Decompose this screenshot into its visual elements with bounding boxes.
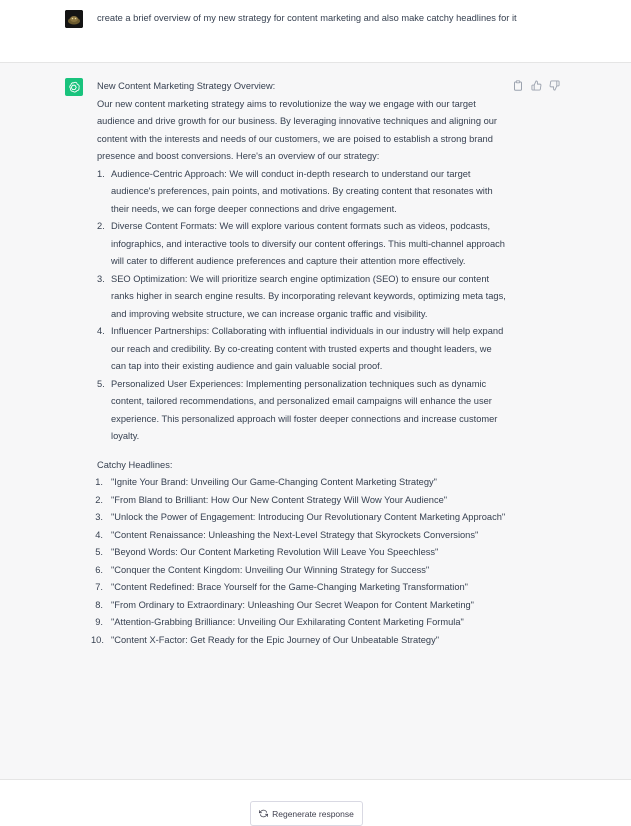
list-number: 6. [95, 564, 103, 575]
headlines-list [91, 474, 509, 649]
list-item [97, 376, 509, 446]
headline-item [97, 509, 509, 527]
headline-text: "Unlock the Power of Engagement: Introducing Our Revolutionary Content Marketing Approach" [111, 512, 506, 522]
headline-text: "Attention-Grabbing Brilliance: Unveiling Our Exhilarating Content Marketing Formula" [111, 617, 464, 627]
headline-item [97, 492, 509, 510]
assistant-message-block [0, 63, 631, 780]
copy-button[interactable] [512, 79, 524, 91]
list-item-text: SEO Optimization: We will prioritize search engine optimization (SEO) to ensure our content ranks higher in search engine results. By incorporating relevant keywords, optimizing meta tags, and improving website structure, we can increase organic traffic and visibility. [111, 273, 506, 319]
thumbs-up-button[interactable] [530, 79, 542, 91]
regenerate-label: Regenerate response [272, 808, 354, 819]
headline-text: "From Ordinary to Extraordinary: Unleashing Our Secret Weapon for Content Marketing" [111, 599, 474, 610]
message-actions [512, 79, 560, 91]
user-message-block [0, 0, 631, 63]
user-avatar-image [65, 10, 83, 28]
thumbs-down-button[interactable] [548, 79, 560, 91]
list-number: 8. [95, 599, 103, 610]
headline-text: "Conquer the Content Kingdom: Unveiling Our Winning Strategy for Success" [111, 564, 430, 575]
list-item-text: Diverse Content Formats: We will explore various content formats such as videos, podcasts, infographics, and interactive tools to diversify our content offerings. This multi-channel approach will cater to different audience preferences and capture their attention more effectively. [111, 221, 505, 266]
chatgpt-avatar [65, 78, 83, 96]
list-number: 4. [97, 326, 105, 336]
headlines-label: Catchy Headlines: [97, 459, 173, 470]
headline-item [97, 562, 509, 580]
list-item [97, 323, 509, 376]
strategy-list [97, 166, 509, 446]
headline-text: "From Bland to Brilliant: How Our New Content Strategy Will Wow Your Audience" [111, 494, 448, 505]
list-number: 5. [95, 547, 103, 557]
headline-text: "Beyond Words: Our Content Marketing Revolution Will Leave You Speechless" [111, 547, 439, 557]
user-avatar [65, 10, 83, 28]
user-message-text: create a brief overview of my new strategy for content marketing and also make catchy headlines for it [97, 13, 517, 23]
list-item-text: Influencer Partnerships: Collaborating with influential individuals in our industry will help expand our reach and credibility. By co-creating content with trusted experts and thought leaders, we can tap into their existing audience and gain valuable social proof. [111, 326, 504, 371]
list-item [97, 271, 509, 324]
list-number: 3. [97, 273, 105, 284]
headline-item [97, 527, 509, 545]
list-number: 9. [95, 617, 103, 627]
clipboard-icon [513, 80, 523, 91]
headline-item [97, 579, 509, 597]
openai-logo-icon [68, 81, 80, 93]
list-number: 4. [95, 529, 103, 540]
list-number: 1. [95, 477, 103, 487]
list-number: 10. [91, 634, 104, 645]
list-item-text: Personalized User Experiences: Implementing personalization techniques such as dynamic content, tailored recommendations, and personalized email campaigns will enhance the user experience. This personalized approach will foster deeper connections and increase customer loyalty. [111, 378, 498, 441]
list-number: 7. [95, 582, 103, 592]
thumbs-up-icon [531, 80, 542, 91]
list-number: 5. [97, 378, 105, 389]
headline-item [97, 474, 509, 492]
response-intro: Our new content marketing strategy aims to revolutionize the way we engage with our target audience and drive growth for our business. By leveraging innovative techniques and aligning our content with the interests and needs of our customers, we are poised to establish a strong brand presence and boost conversions. Here's an overview of our strategy: [97, 98, 498, 161]
list-item-text: Audience-Centric Approach: We will conduct in-depth research to understand our target audience's preferences, pain points, and motivations. By creating content that resonates with their needs, we can forge deeper connections and drive engagement. [111, 168, 493, 214]
headline-text: "Content Redefined: Brace Yourself for the Game-Changing Marketing Transformation" [111, 582, 468, 592]
headline-item [91, 632, 509, 650]
list-number: 2. [97, 221, 105, 231]
headline-item [97, 614, 509, 632]
list-number: 2. [95, 494, 103, 505]
list-item [97, 218, 509, 271]
list-item [97, 166, 509, 219]
refresh-icon [259, 809, 268, 818]
assistant-message-content [91, 78, 509, 649]
regenerate-response-button[interactable] [250, 801, 363, 826]
headline-text: "Ignite Your Brand: Unveiling Our Game-Changing Content Marketing Strategy" [111, 477, 437, 487]
headline-text: "Content X-Factor: Get Ready for the Epic Journey of Our Unbeatable Strategy" [111, 634, 440, 645]
headline-item [97, 544, 509, 562]
headline-item [97, 597, 509, 615]
headline-text: "Content Renaissance: Unleashing the Next-Level Strategy that Skyrockets Conversions" [111, 529, 479, 540]
thumbs-down-icon [549, 80, 560, 91]
list-number: 3. [95, 512, 103, 522]
response-title: New Content Marketing Strategy Overview: [97, 81, 276, 91]
list-number: 1. [97, 168, 105, 179]
